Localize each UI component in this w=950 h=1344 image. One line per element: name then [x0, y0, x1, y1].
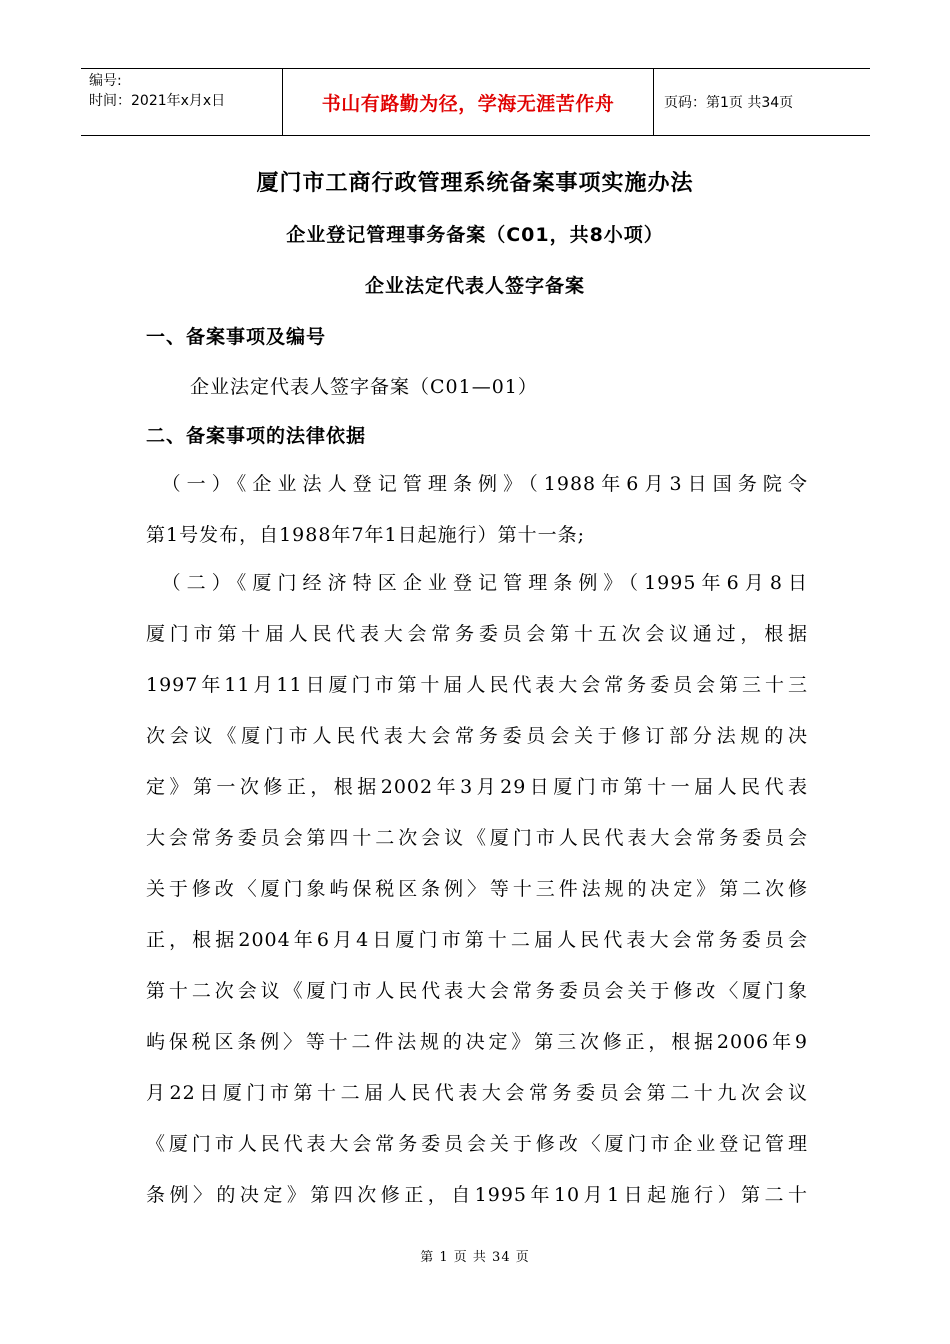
paragraph-line: （二）《厦门经济特区企业登记管理条例》（1995年6月8日 — [146, 572, 808, 594]
paragraph-2 — [146, 558, 808, 1221]
time-label: 时间：2021年x月x日 — [89, 93, 226, 109]
paragraph-line: （一）《企业法人登记管理条例》（1988年6月3日国务院令 — [146, 473, 808, 495]
sub-title: 企业登记管理事务备案（C01，共8小项） — [286, 224, 664, 246]
paragraph-line: 月22日厦门市第十二届人民代表大会常务委员会第二十九次会议 — [146, 1082, 808, 1104]
paragraph-line: 第1号发布，自1988年7年1日起施行）第十一条; — [146, 524, 586, 546]
section-1-heading: 一、备案事项及编号 — [146, 326, 327, 348]
item-title: 企业法定代表人签字备案 — [364, 275, 585, 297]
section-1-item: 企业法定代表人签字备案（C01—01） — [190, 376, 538, 398]
section-2-heading: 二、备案事项的法律依据 — [146, 425, 367, 447]
paragraph-line: 屿保税区条例〉等十二件法规的决定》第三次修正，根据2006年9 — [146, 1031, 808, 1053]
paragraph-line: 关于修改〈厦门象屿保税区条例〉等十三件法规的决定》第二次修 — [146, 878, 808, 900]
document-header — [81, 68, 870, 136]
paragraph-line: 条例〉的决定》第四次修正，自1995年10月1日起施行）第二十 — [146, 1184, 808, 1206]
paragraph-1 — [146, 459, 808, 561]
paragraph-line: 厦门市第十届人民代表大会常务委员会第十五次会议通过，根据 — [146, 623, 808, 645]
page-footer: 第 1 页 共 34 页 — [420, 1250, 530, 1265]
paragraph-line: 1997年11月11日厦门市第十届人民代表大会常务委员会第三十三 — [146, 674, 808, 696]
main-title: 厦门市工商行政管理系统备案事项实施办法 — [256, 171, 694, 196]
paragraph-line: 《厦门市人民代表大会常务委员会关于修改〈厦门市企业登记管理 — [146, 1133, 808, 1155]
header-meta — [81, 69, 282, 135]
header-page-info: 页码：第1页 共34页 — [664, 95, 794, 111]
header-motto: 书山有路勤为径，学海无涯苦作舟 — [282, 69, 654, 135]
number-label: 编号: — [89, 73, 122, 89]
paragraph-line: 定》第一次修正，根据2002年3月29日厦门市第十一届人民代表 — [146, 776, 808, 798]
paragraph-line: 次会议《厦门市人民代表大会常务委员会关于修订部分法规的决 — [146, 725, 808, 747]
paragraph-line: 大会常务委员会第四十二次会议《厦门市人民代表大会常务委员会 — [146, 827, 808, 849]
paragraph-line: 第十二次会议《厦门市人民代表大会常务委员会关于修改〈厦门象 — [146, 980, 808, 1002]
paragraph-line: 正，根据2004年6月4日厦门市第十二届人民代表大会常务委员会 — [146, 929, 808, 951]
